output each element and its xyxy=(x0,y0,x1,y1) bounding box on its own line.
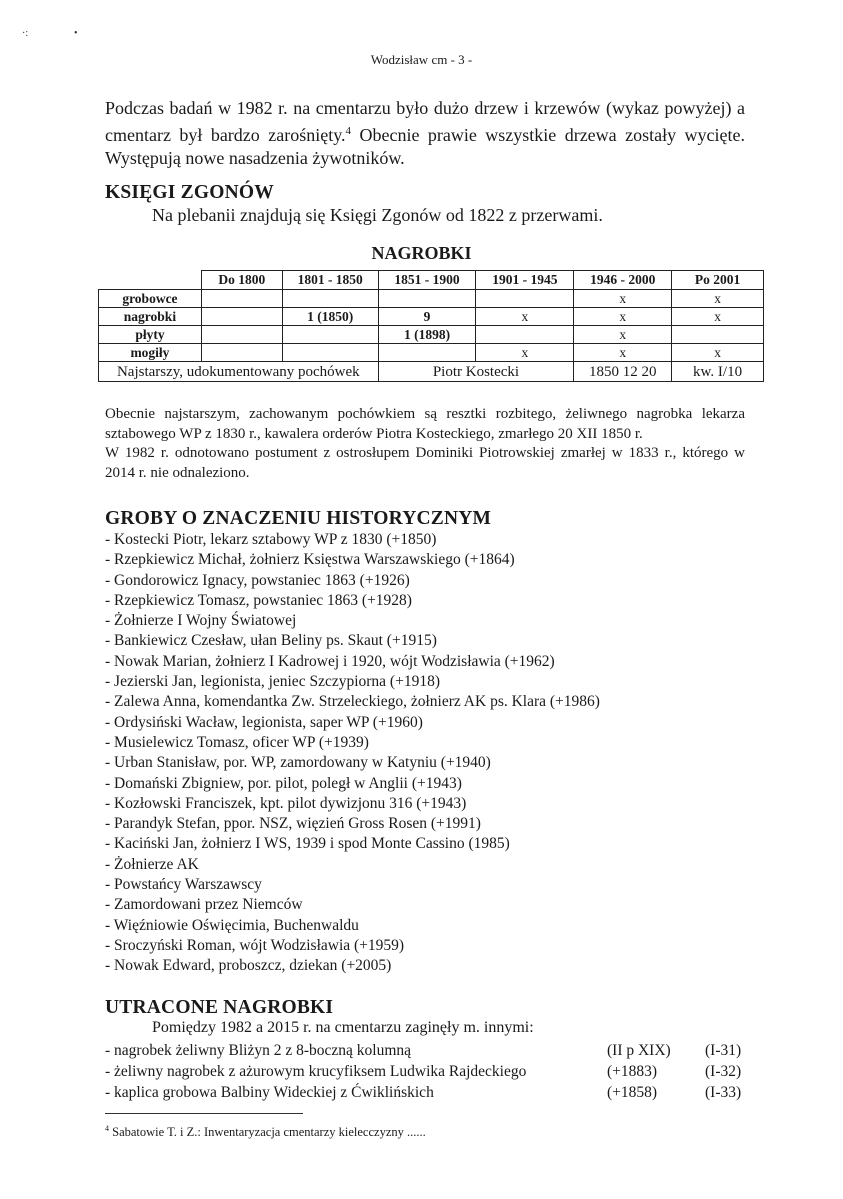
list-item: - Jezierski Jan, legionista, jeniec Szczypiorna (+1918) xyxy=(105,673,440,691)
table-cell: 1 (1898) xyxy=(378,326,476,344)
table-cell: x xyxy=(574,290,672,308)
column-header: 1851 - 1900 xyxy=(378,271,476,290)
table-cell xyxy=(201,326,282,344)
table-cell: x xyxy=(672,344,764,362)
list-item: - Nowak Marian, żołnierz I Kadrowej i 1920, wójt Wodzisławia (+1962) xyxy=(105,652,555,670)
table-row xyxy=(99,326,764,344)
list-item: - Żołnierze I Wojny Światowej xyxy=(105,612,297,630)
row-label: płyty xyxy=(99,326,202,344)
list-item: - Zalewa Anna, komendantka Zw. Strzeleckiego, żołnierz AK ps. Klara (+1986) xyxy=(105,693,600,711)
scan-mark-left: ·: xyxy=(22,28,29,39)
table-corner xyxy=(99,271,202,290)
list-item: - Domański Zbigniew, por. pilot, poległ w Anglii (+1943) xyxy=(105,774,462,792)
lost-item-date: (+1883) xyxy=(607,1063,658,1080)
footnote-number: 4 xyxy=(105,1124,109,1133)
column-header: 1801 - 1850 xyxy=(282,271,378,290)
missing-note: W 1982 r. odnotowano postument z ostrosłupem Dominiki Piotrowskiej zmarłej w 1833 r., którego w 2014 r. nie odnaleziono. xyxy=(105,445,745,481)
oldest-burial-date: 1850 12 20 xyxy=(574,362,672,382)
table-cell xyxy=(378,290,476,308)
intro-text-end: Obecnie prawie wszystkie drzewa zostały wycięte. Występują nowe nasadzenia żywotników. xyxy=(105,125,745,168)
table-cell: 9 xyxy=(378,308,476,326)
list-item: - Musielewicz Tomasz, oficer WP (+1939) xyxy=(105,733,369,751)
table-header-row xyxy=(99,271,764,290)
lost-tombstones-intro: Pomiędzy 1982 a 2015 r. na cmentarzu zaginęły m. innymi: xyxy=(152,1019,534,1036)
table-row xyxy=(99,290,764,308)
table-cell: x xyxy=(476,308,574,326)
table-cell: 1 (1850) xyxy=(282,308,378,326)
column-header: 1901 - 1945 xyxy=(476,271,574,290)
table-cell: x xyxy=(672,308,764,326)
column-header: Po 2001 xyxy=(672,271,764,290)
list-item: - Rzepkiewicz Tomasz, powstaniec 1863 (+1928) xyxy=(105,591,412,609)
list-item: - Parandyk Stefan, ppor. NSZ, więzień Gross Rosen (+1991) xyxy=(105,815,481,833)
list-item: - Ordysiński Wacław, legionista, saper WP (+1960) xyxy=(105,713,423,731)
list-item: - Bankiewicz Czesław, ułan Beliny ps. Skaut (+1915) xyxy=(105,632,437,650)
table-cell: x xyxy=(672,290,764,308)
list-item: - Żołnierze AK xyxy=(105,855,199,873)
list-item: - Gondorowicz Ignacy, powstaniec 1863 (+1926) xyxy=(105,571,410,589)
table-cell: x xyxy=(574,326,672,344)
table-row xyxy=(99,344,764,362)
oldest-burial-location: kw. I/10 xyxy=(672,362,764,382)
lost-item-code: (I-33) xyxy=(705,1084,742,1101)
lost-item-date: (II p XIX) xyxy=(607,1042,671,1059)
footnote-text: Sabatowie T. i Z.: Inwentaryzacja cmentarzy kielecczyzny ...... xyxy=(109,1125,426,1140)
table-cell xyxy=(672,326,764,344)
footnote-divider xyxy=(105,1113,303,1114)
list-item: - Zamordowani przez Niemców xyxy=(105,896,303,914)
lost-item-code: (I-32) xyxy=(705,1063,742,1080)
table-cell xyxy=(378,344,476,362)
lost-item xyxy=(105,1063,765,1084)
list-item: - Kostecki Piotr, lekarz sztabowy WP z 1830 (+1850) xyxy=(105,531,437,548)
list-item: - Nowak Edward, proboszcz, dziekan (+2005) xyxy=(105,957,392,975)
oldest-note: Obecnie najstarszym, zachowanym pochówkiem są resztki rozbitego, żeliwnego nagrobka lekarza sztabowego WP z 1830 r., kawalera orderów Piotra Kosteckiego, zmarłego 20 XII 1850 r. xyxy=(105,406,745,442)
oldest-burial-row xyxy=(99,362,764,382)
table-cell xyxy=(282,326,378,344)
tombstones-table xyxy=(98,270,764,382)
column-header: Do 1800 xyxy=(201,271,282,290)
tombstones-heading: NAGROBKI xyxy=(371,243,472,263)
scan-mark-right: • xyxy=(74,28,78,39)
table-cell xyxy=(201,344,282,362)
lost-item-code: (I-31) xyxy=(705,1042,742,1059)
column-header: 1946 - 2000 xyxy=(574,271,672,290)
death-books-heading: KSIĘGI ZGONÓW xyxy=(105,182,274,203)
lost-tombstones-heading: UTRACONE NAGROBKI xyxy=(105,997,334,1018)
table-cell xyxy=(282,344,378,362)
page-header: Wodzisław cm - 3 - xyxy=(370,52,473,67)
lost-item-text: - kaplica grobowa Balbiny Wideckiej z Ćwiklińskich xyxy=(105,1084,434,1101)
list-item: - Sroczyński Roman, wójt Wodzisławia (+1959) xyxy=(105,936,405,954)
footnote-ref: 4 xyxy=(345,125,352,137)
table-cell xyxy=(201,308,282,326)
row-label: nagrobki xyxy=(99,308,202,326)
intro-paragraph xyxy=(105,97,745,170)
list-item: - Rzepkiewicz Michał, żołnierz Księstwa Warszawskiego (+1864) xyxy=(105,551,515,569)
table-cell xyxy=(476,290,574,308)
lost-item-text: - żeliwny nagrobek z ażurowym krucyfiksem Ludwika Rajdeckiego xyxy=(105,1063,527,1080)
lost-item xyxy=(105,1084,765,1105)
list-item: - Powstańcy Warszawscy xyxy=(105,876,262,894)
table-cell xyxy=(282,290,378,308)
death-books-text: Na plebanii znajdują się Księgi Zgonów od 1822 z przerwami. xyxy=(152,205,603,225)
list-item: - Więźniowie Oświęcimia, Buchenwaldu xyxy=(105,916,359,934)
footnote xyxy=(105,1124,426,1140)
table-cell xyxy=(476,326,574,344)
intro-text-start: Podczas badań w 1982 r. na cmentarzu było dużo drzew i krzewów (wykaz powyżej) a cmentarz był bardzo zarośnięty. xyxy=(105,98,745,145)
table-cell: x xyxy=(476,344,574,362)
lost-item-date: (+1858) xyxy=(607,1084,658,1101)
oldest-burial-label: Najstarszy, udokumentowany pochówek xyxy=(99,362,379,382)
lost-item xyxy=(105,1042,765,1063)
table-row xyxy=(99,308,764,326)
oldest-burial-name: Piotr Kostecki xyxy=(378,362,574,382)
row-label: grobowce xyxy=(99,290,202,308)
historic-graves-heading: GROBY O ZNACZENIU HISTORYCZNYM xyxy=(105,508,492,529)
list-item: - Kozłowski Franciszek, kpt. pilot dywizjonu 316 (+1943) xyxy=(105,794,467,812)
table-cell xyxy=(201,290,282,308)
historic-graves-list xyxy=(105,530,600,977)
table-cell: x xyxy=(574,344,672,362)
row-label: mogiły xyxy=(99,344,202,362)
table-cell: x xyxy=(574,308,672,326)
list-item: - Urban Stanisław, por. WP, zamordowany w Katyniu (+1940) xyxy=(105,754,491,772)
list-item: - Kaciński Jan, żołnierz I WS, 1939 i spod Monte Cassino (1985) xyxy=(105,835,510,853)
lost-item-text: - nagrobek żeliwny Bliżyn 2 z 8-boczną kolumną xyxy=(105,1042,412,1059)
